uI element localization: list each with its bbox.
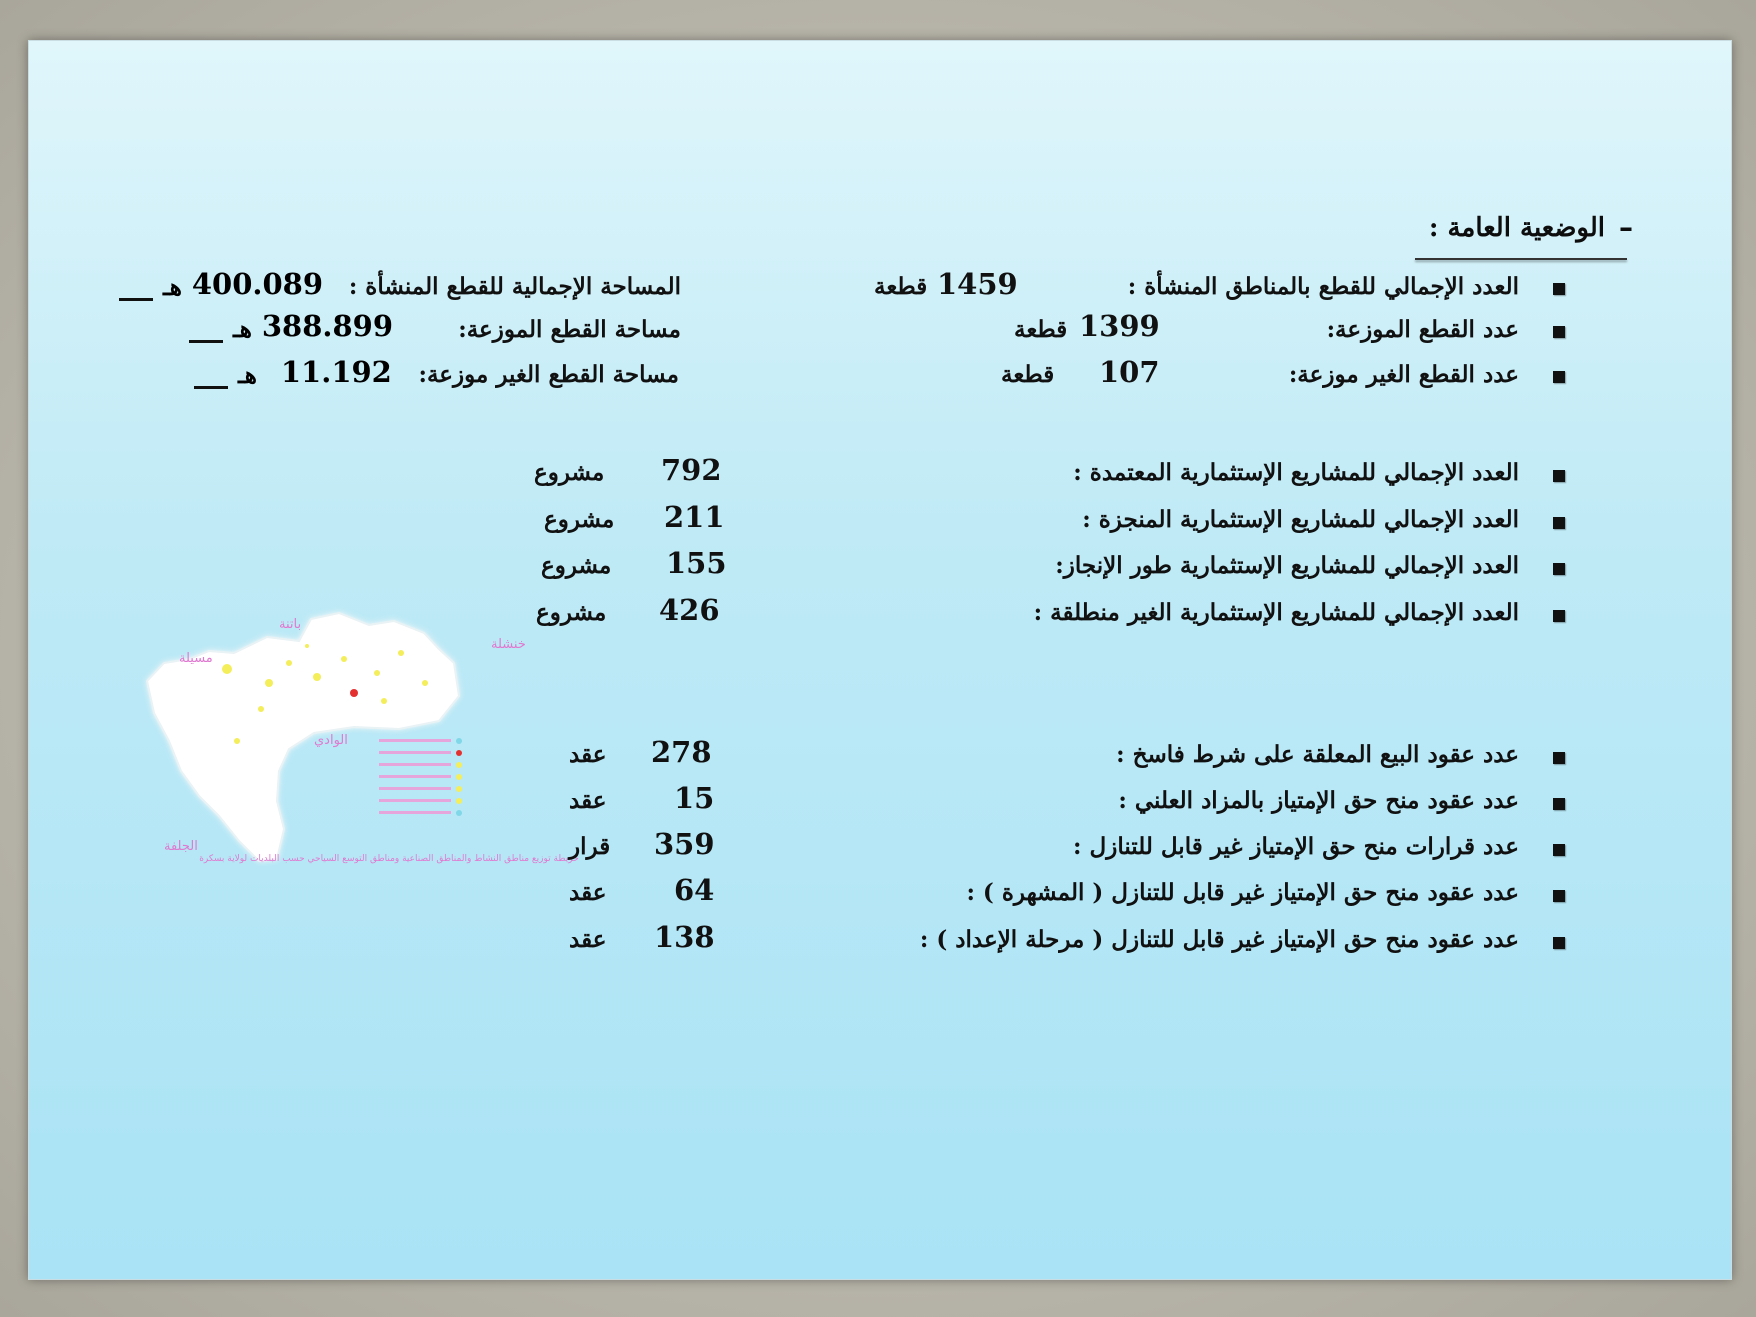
plots-label: عدد القطع الموزعة: (1326, 316, 1519, 343)
title-underline (1415, 258, 1627, 260)
contracts-unit: عقد (569, 926, 607, 953)
projects-unit: مشروع (534, 459, 605, 486)
bullet-icon (1553, 798, 1565, 810)
bullet-icon (1553, 326, 1565, 338)
ha-underline (119, 298, 153, 301)
plots-unit: قطعة (1001, 361, 1055, 388)
projects-value: 155 (666, 546, 727, 580)
region-map (139, 601, 579, 891)
projects-value: 426 (659, 593, 720, 627)
area-value-group (189, 309, 393, 343)
projects-value: 792 (661, 453, 722, 487)
map-label-msila: مسيلة (179, 651, 213, 666)
contracts-label: عدد عقود منح حق الإمتياز غير قابل للتنازل ( مرحلة الإعداد ) : (919, 926, 1519, 953)
contracts-unit: قرار (569, 833, 611, 860)
plots-unit: قطعة (1014, 316, 1068, 343)
area-value-group (119, 267, 323, 301)
area-unit: هـ (238, 362, 257, 389)
contracts-label: عدد عقود منح حق الإمتياز بالمزاد العلني : (1118, 787, 1519, 814)
contracts-value: 15 (674, 781, 715, 815)
projects-label: العدد الإجمالي للمشاريع الإستثمارية طور الإنجاز: (1055, 552, 1519, 579)
bullet-icon (1553, 470, 1565, 482)
bullet-icon (1553, 563, 1565, 575)
slide (28, 40, 1732, 1280)
area-unit: هـ (163, 274, 182, 301)
ha-underline (189, 340, 223, 343)
map-label-djelfa: الجلفة (164, 839, 198, 854)
bullet-icon (1553, 371, 1565, 383)
projects-unit: مشروع (544, 506, 615, 533)
plots-value: 107 (1099, 355, 1160, 389)
plots-value: 1459 (937, 267, 1018, 301)
area-value-group (194, 355, 392, 389)
area-value: 388.899 (261, 309, 394, 343)
area-label: مساحة القطع الغير موزعة: (418, 361, 679, 388)
contracts-value: 64 (674, 873, 715, 907)
contracts-unit: عقد (569, 787, 607, 814)
bullet-icon (1553, 844, 1565, 856)
title-text: الوضعية العامة : (1428, 212, 1605, 243)
contracts-unit: عقد (569, 741, 607, 768)
bullet-icon (1553, 283, 1565, 295)
bullet-icon (1553, 517, 1565, 529)
contracts-value: 278 (651, 735, 712, 769)
bullet-icon (1553, 610, 1565, 622)
contracts-value: 138 (654, 920, 715, 954)
ha-underline (194, 386, 228, 389)
map-label-khenchela: خنشلة (491, 637, 526, 652)
area-label: المساحة الإجمالية للقطع المنشأة : (348, 273, 681, 300)
contracts-value: 359 (654, 827, 715, 861)
map-legend (379, 738, 462, 816)
section-title (1429, 211, 1633, 244)
contracts-label: عدد عقود البيع المعلقة على شرط فاسخ : (1116, 741, 1519, 768)
plots-value: 1399 (1079, 309, 1160, 343)
plots-label: العدد الإجمالي للقطع بالمناطق المنشأة : (1127, 273, 1519, 300)
area-value: 400.089 (191, 267, 324, 301)
projects-label: العدد الإجمالي للمشاريع الإستثمارية المنجزة : (1082, 506, 1519, 533)
plots-unit: قطعة (874, 273, 928, 300)
area-unit: هـ (233, 316, 252, 343)
projects-unit: مشروع (536, 599, 607, 626)
projects-label: العدد الإجمالي للمشاريع الإستثمارية المعتمدة : (1073, 459, 1519, 486)
bullet-icon (1553, 890, 1565, 902)
map-label-eloued: الوادي (314, 733, 348, 748)
contracts-unit: عقد (569, 879, 607, 906)
area-value: 11.192 (280, 355, 392, 389)
projects-label: العدد الإجمالي للمشاريع الإستثمارية الغير منطلقة : (1033, 599, 1519, 626)
map-caption: خريطة توزيع مناطق النشاط والمناطق الصناعية ومناطق التوسع السياحي حسب البلديات لولاية بسكرة (199, 854, 579, 864)
map-label-batna: باتنة (279, 617, 302, 632)
bullet-icon (1553, 752, 1565, 764)
title-dash: – (1619, 211, 1633, 244)
area-label: مساحة القطع الموزعة: (458, 316, 681, 343)
contracts-label: عدد عقود منح حق الإمتياز غير قابل للتنازل ( المشهرة ) : (966, 879, 1519, 906)
bullet-icon (1553, 937, 1565, 949)
plots-label: عدد القطع الغير موزعة: (1288, 361, 1519, 388)
projects-value: 211 (664, 500, 725, 534)
projects-unit: مشروع (541, 552, 612, 579)
contracts-label: عدد قرارات منح حق الإمتياز غير قابل للتنازل : (1073, 833, 1519, 860)
